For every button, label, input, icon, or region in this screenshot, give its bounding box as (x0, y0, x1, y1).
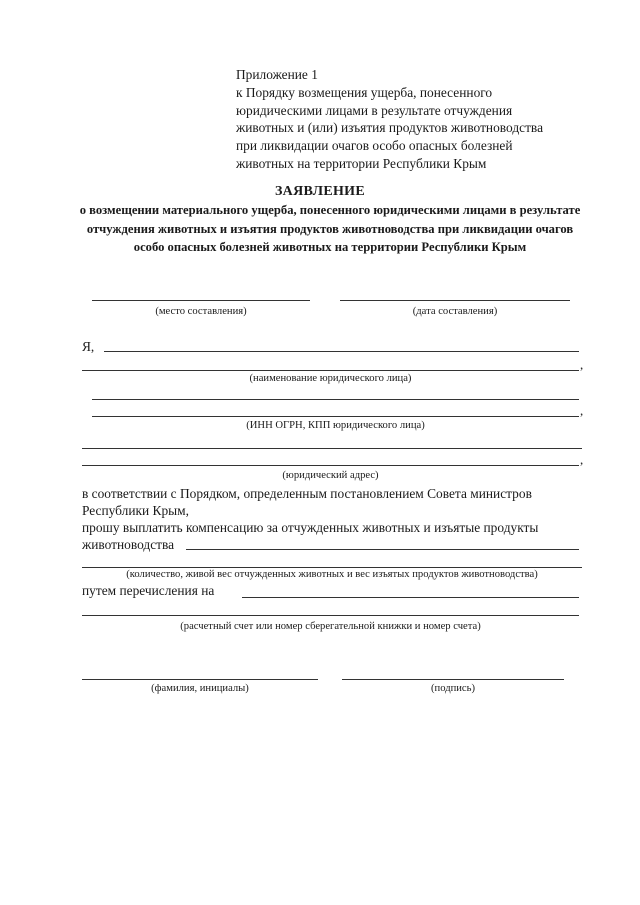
legal-name-field-line-2[interactable] (82, 370, 579, 371)
comma: , (580, 403, 584, 418)
signature-field-line[interactable] (342, 679, 564, 680)
address-field-line-1[interactable] (82, 448, 582, 449)
document-subtitle: о возмещении материального ущерба, понесенного юридическими лицами в результате отчуждения животных и изъятия продуктов животноводства при ликвидации очагов особо опасных болезней животных на территории Республики Крым (79, 203, 581, 255)
livestock-field-line-2[interactable] (82, 567, 582, 568)
address-field-line-2[interactable] (82, 465, 579, 466)
according-text-1: в соответствии с Порядком, определенным постановлением Совета министров (82, 486, 532, 501)
surname-field-line[interactable] (82, 679, 318, 680)
date-field-line[interactable] (340, 300, 570, 301)
account-caption: (расчетный счет или номер сберегательной книжки и номер счета) (180, 621, 481, 632)
transfer-text: путем перечисления на (82, 583, 215, 598)
appendix-line: к Порядку возмещения ущерба, понесенного (236, 84, 493, 100)
request-text-2: животноводства (82, 537, 175, 552)
appendix-line: животных и (или) изъятия продуктов животноводства (236, 120, 544, 136)
request-text-1: прошу выплатить компенсацию за отчужденных животных и изъятые продукты (82, 520, 539, 535)
appendix-line: Приложение 1 (236, 67, 318, 82)
livestock-field-line-1[interactable] (186, 549, 579, 550)
signature-caption: (подпись) (431, 683, 475, 694)
appendix-line: юридическими лицами в результате отчуждения (236, 102, 513, 118)
inn-caption: (ИНН ОГРН, КПП юридического лица) (246, 420, 425, 431)
surname-caption: (фамилия, инициалы) (151, 683, 249, 694)
date-caption: (дата составления) (412, 306, 498, 317)
appendix-header (236, 66, 543, 173)
place-field-line[interactable] (92, 300, 310, 301)
account-field-line-2[interactable] (82, 615, 579, 616)
appendix-line: животных на территории Республики Крым (236, 155, 487, 171)
comma: , (580, 357, 584, 372)
legal-name-caption: (наименование юридического лица) (249, 373, 412, 384)
place-caption: (место составления) (155, 306, 247, 317)
inn-field-line-2[interactable] (92, 416, 579, 417)
comma: , (580, 452, 584, 467)
document-title: ЗАЯВЛЕНИЕ (274, 184, 365, 199)
appendix-line: при ликвидации очагов особо опасных болезней (236, 138, 513, 154)
address-caption: (юридический адрес) (282, 470, 379, 481)
account-field-line-1[interactable] (242, 597, 579, 598)
quantity-caption: (количество, живой вес отчужденных животных и вес изъятых продуктов животноводства) (126, 569, 538, 580)
inn-field-line-1[interactable] (92, 399, 579, 400)
legal-name-field-line-1[interactable] (104, 351, 579, 352)
according-text-2: Республики Крым, (82, 503, 189, 518)
ya-label: Я, (82, 339, 95, 354)
